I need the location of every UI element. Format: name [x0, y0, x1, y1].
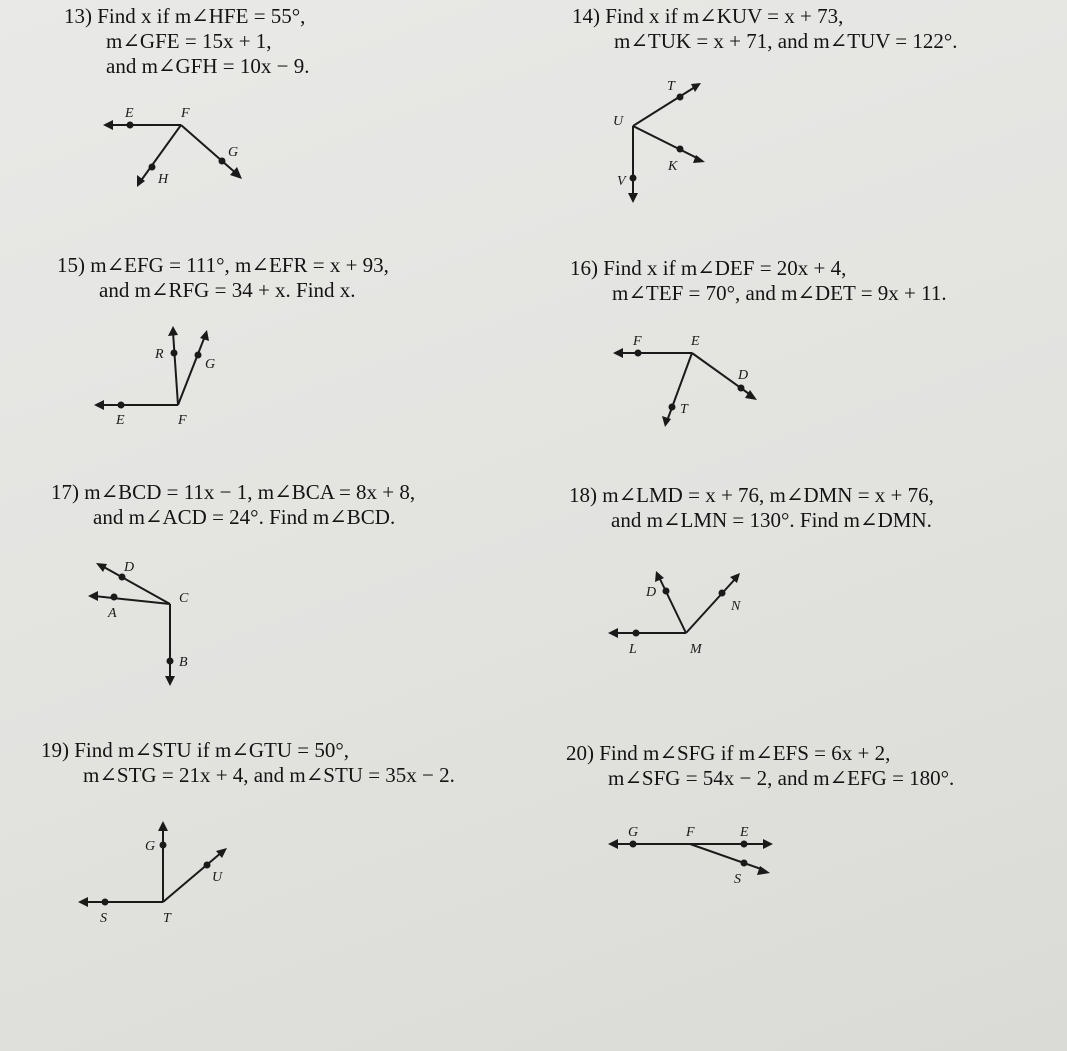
label-V: V — [617, 174, 626, 189]
angle-diagram-17 — [82, 555, 207, 690]
problem-number: 14) — [572, 4, 600, 28]
problem-text-line-2: m∠SFG = 54x − 2, and m∠EFG = 180°. — [608, 766, 955, 790]
problem-text-line-3: and m∠GFH = 10x − 9. — [106, 54, 310, 78]
problem-17 — [51, 480, 415, 530]
label-L: L — [629, 642, 637, 657]
problem-number: 16) — [570, 256, 598, 280]
label-G: G — [628, 825, 639, 840]
angle-diagram-16 — [605, 330, 770, 435]
label-S: S — [100, 911, 107, 926]
problem-text-line-2: and m∠RFG = 34 + x. Find x. — [99, 278, 356, 302]
label-G: G — [145, 839, 156, 854]
problem-number: 15) — [57, 253, 85, 277]
label-T: T — [667, 79, 675, 94]
problem-text-line-2: and m∠LMN = 130°. Find m∠DMN. — [611, 508, 932, 532]
problem-19 — [41, 738, 455, 788]
problem-text-line-1: Find m∠STU if m∠GTU = 50°, — [74, 738, 350, 762]
problem-text-line-1: m∠BCD = 11x − 1, m∠BCA = 8x + 8, — [84, 480, 416, 504]
problem-text-line-1: Find x if m∠KUV = x + 73, — [605, 4, 844, 28]
problem-number: 17) — [51, 480, 79, 504]
angle-diagram-19 — [72, 815, 232, 930]
label-S: S — [734, 872, 741, 887]
label-D: D — [738, 368, 749, 383]
label-M: M — [690, 642, 702, 657]
problem-text-line-2: m∠TUK = x + 71, and m∠TUV = 122°. — [614, 29, 958, 53]
angle-diagram-20 — [600, 815, 785, 890]
problem-text-line-2: and m∠ACD = 24°. Find m∠BCD. — [93, 505, 396, 529]
label-B: B — [179, 655, 188, 670]
label-K: K — [668, 159, 678, 174]
label-T: T — [680, 402, 688, 417]
problem-text-line-1: Find x if m∠DEF = 20x + 4, — [603, 256, 847, 280]
label-A: A — [108, 606, 117, 621]
label-F: F — [181, 106, 190, 121]
label-H: H — [158, 172, 169, 187]
problem-number: 19) — [41, 738, 69, 762]
problem-13 — [64, 4, 309, 79]
label-D: D — [124, 560, 135, 575]
problem-text-line-1: Find m∠SFG if m∠EFS = 6x + 2, — [599, 741, 891, 765]
problem-text-line-2: m∠GFE = 15x + 1, — [106, 29, 272, 53]
problem-20 — [566, 741, 954, 791]
label-F: F — [178, 413, 187, 428]
label-G: G — [205, 357, 216, 372]
label-G: G — [228, 145, 239, 160]
label-F: F — [686, 825, 695, 840]
label-F: F — [633, 334, 642, 349]
label-R: R — [155, 347, 164, 362]
label-U: U — [613, 114, 624, 129]
problem-number: 20) — [566, 741, 594, 765]
label-E: E — [125, 106, 134, 121]
problem-text-line-1: Find x if m∠HFE = 55°, — [97, 4, 306, 28]
angle-diagram-14 — [605, 75, 725, 210]
problem-number: 13) — [64, 4, 92, 28]
label-E: E — [116, 413, 125, 428]
label-C: C — [179, 591, 189, 606]
angle-diagram-13 — [95, 95, 265, 205]
problem-16 — [570, 256, 947, 306]
problem-number: 18) — [569, 483, 597, 507]
label-N: N — [731, 599, 741, 614]
problem-text-line-1: m∠EFG = 111°, m∠EFR = x + 93, — [90, 253, 389, 277]
label-U: U — [212, 870, 223, 885]
label-E: E — [691, 334, 700, 349]
label-T: T — [163, 911, 171, 926]
problem-text-line-1: m∠LMD = x + 76, m∠DMN = x + 76, — [602, 483, 934, 507]
problem-15 — [57, 253, 389, 303]
problem-18 — [569, 483, 934, 533]
problem-text-line-2: m∠STG = 21x + 4, and m∠STU = 35x − 2. — [83, 763, 455, 787]
angle-diagram-15 — [88, 320, 238, 435]
label-D: D — [646, 585, 657, 600]
label-E: E — [740, 825, 749, 840]
angle-diagram-18 — [600, 565, 750, 665]
problem-14 — [572, 4, 958, 54]
problem-text-line-2: m∠TEF = 70°, and m∠DET = 9x + 11. — [612, 281, 947, 305]
